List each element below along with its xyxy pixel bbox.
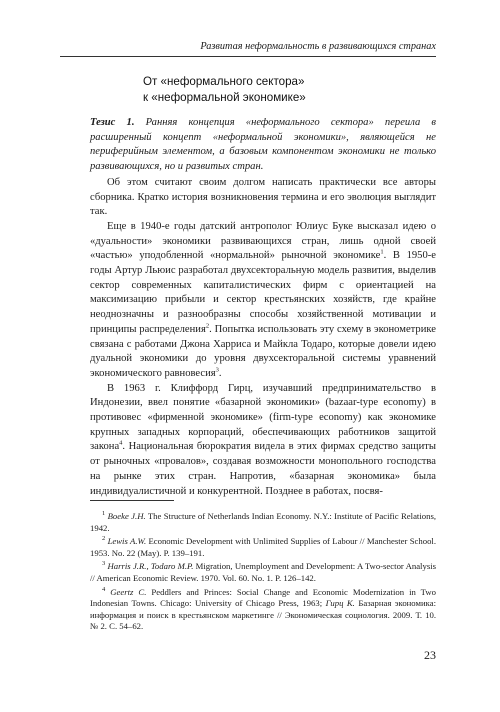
footnote-ref-2[interactable]: 2 <box>205 322 210 330</box>
footnote-2 <box>90 536 436 559</box>
footnote-4 <box>90 587 436 633</box>
paragraph-2-text-b: . В 1950-е годы Артур Льюис разработал двухсекторальную модель развития, выделив сектор современных капиталистических фирм с ориентацией на максимизацию прибыли и сектор крестьянских хозяйств, где крайне неоднозначны и разнообразны способы хозяйственной мотивации и принципы распределения <box>90 250 436 335</box>
footnote-3 <box>90 561 436 584</box>
footnote-number-4: 4 <box>102 585 106 593</box>
footnote-4-text-b: Базарная экономика: информация и поиск в крестьянском маркетинге // Экономическая социология. 2009. Т. 10. № 2. С. 54–62. <box>90 598 436 632</box>
header-rule <box>60 56 436 57</box>
footnote-1-text: The Structure of Netherlands Indian Economy. N.Y.: Institute of Pacific Relations, 1942. <box>90 511 437 533</box>
footnote-3-author: Harris J.R., Todaro M.P. <box>107 561 194 572</box>
section-heading <box>143 74 306 106</box>
section-heading-line-2: к «неформальной экономике» <box>143 91 306 104</box>
footnote-number-3: 3 <box>102 560 106 568</box>
running-header: Развитая неформальность в развивающихся странах <box>200 41 436 52</box>
footnote-2-author: Lewis A.W. <box>107 536 147 547</box>
footnote-4-author: Geertz C. <box>110 586 147 597</box>
body-text <box>90 116 436 499</box>
footnote-4-text-a: Peddlers and Princes: Social Change and Economic Modernization in Two Indonesian Towns. Chicago: University of Chicago Press, 1963; <box>90 586 437 609</box>
footnote-1-author: Boeke J.H. <box>107 511 146 521</box>
footnote-3-text: Migration, Unemployment and Development: A Two-sector Analysis // American Economic Review. 1970. Vol. 60. No. 1. P. 126–142. <box>90 561 436 583</box>
paragraph-3-text-b: . Национальная бюрократия видела в этих фирмах средство защиты от рыночных «провалов», создавая возможности монопольного господства на рынке этих стран. Напротив, «базарная экономика» была индивидуалистичной и конкурентной. Позднее в работах, посвя- <box>90 441 436 497</box>
paragraph-2-text-a: Еще в 1940-е годы датский антрополог Юлиус Буке высказал идею о «дуальности» экономики развивающихся стран, лишь одной своей «частью» уподобленной «нормальной» рыночной экономике <box>90 220 436 262</box>
footnote-number-1: 1 <box>102 510 106 518</box>
paragraph-2-text-d: . <box>218 367 222 379</box>
thesis-label: Тезис 1. <box>90 117 135 128</box>
paragraph-3 <box>90 382 436 500</box>
paragraph-2 <box>90 220 436 382</box>
page-number: 23 <box>424 648 436 662</box>
thesis-paragraph <box>90 116 436 175</box>
footnote-4-author-2: Гирц К. <box>325 598 355 609</box>
thesis-text: Ранняя концепция «неформального сектора» переила в расширенный концепт «неформальной экономики», являющейся не периферийным элементом, а базовым компонентом экономики не только развивающихся, но и развитых стран. <box>90 117 436 173</box>
footnote-1 <box>90 511 436 534</box>
footnote-ref-1[interactable]: 1 <box>380 248 384 256</box>
paragraph-3-text-a: В 1963 г. Клиффорд Гирц, изучавший предпринимательство в Индонезии, ввел понятие «базарной экономики» (bazaar-type economy) в противовес «фирменной экономике» (firm-type economy) как экономике крупных западных корпораций, обеспечивающих работников защитой закона <box>90 382 436 453</box>
footnotes <box>90 511 436 635</box>
footnote-ref-3[interactable]: 3 <box>215 366 219 374</box>
footnote-number-2: 2 <box>102 535 106 543</box>
paragraph-1: Об этом считают своим долгом написать практически все авторы сборника. Кратко история возникновения термина и его эволюция выглядит так. <box>90 176 436 218</box>
paragraph-2-text-c: . Попытка использовать эту схему в эконометрике связана с работами Джона Харриса и Майкла Тодаро, которые довели идею дуальной экономики до уровня двухсекторальной системы уравнений экономического равновесия <box>90 323 436 379</box>
footnote-2-text: Economic Development with Unlimited Supplies of Labour // Manchester School. 1953. No. 22 (May). P. 139–191. <box>90 536 436 558</box>
footnote-ref-4[interactable]: 4 <box>119 439 123 447</box>
section-heading-line-1: От «неформального сектора» <box>143 75 305 88</box>
footnote-rule <box>90 500 174 501</box>
